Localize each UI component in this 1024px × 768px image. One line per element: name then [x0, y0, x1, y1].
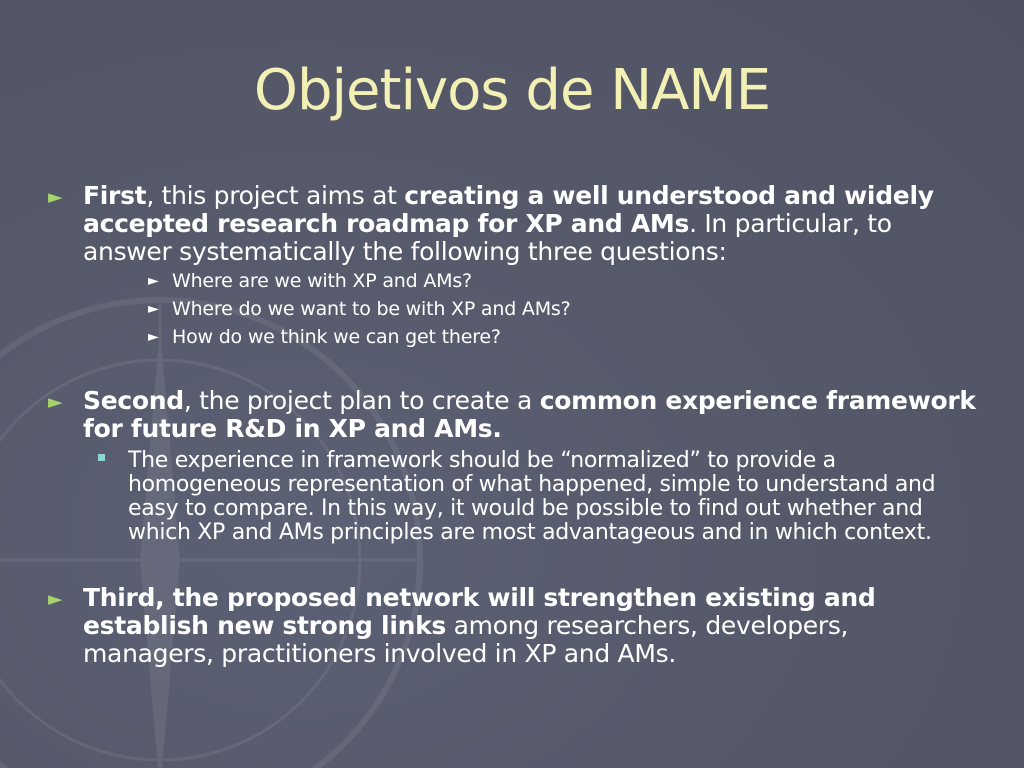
triangle-bullet-icon: ► — [48, 391, 63, 413]
triangle-bullet-icon: ► — [148, 329, 159, 345]
bullet-first — [48, 182, 978, 266]
square-bullet-icon — [98, 454, 105, 461]
bullet-third — [48, 584, 978, 668]
slide-title: Objetivos de NAME — [253, 58, 771, 123]
bullet-text: Second, the project plan to create a common experience framework for future R&D in XP and AMs. — [83, 386, 976, 443]
bullet-text: First, this project aims at creating a well understood and widely accepted research roadmap for XP and AMs. In particular, to answer systematically the following three questions: — [83, 181, 934, 266]
triangle-bullet-icon: ► — [48, 588, 63, 610]
triangle-bullet-icon: ► — [48, 186, 63, 208]
sub-item: ► Where do we want to be with XP and AMs? — [148, 295, 948, 323]
bullet-second — [48, 387, 978, 443]
triangle-bullet-icon: ► — [148, 273, 159, 289]
sub-item: ► How do we think we can get there? — [148, 323, 948, 351]
bullet-text: Third, the proposed network will strengthen existing and establish new strong links among researchers, developers, managers, practitioners involved in XP and AMs. — [83, 583, 876, 668]
triangle-bullet-icon: ► — [148, 301, 159, 317]
sub-item-square: The experience in framework should be “normalized” to provide a homogeneous representation of what happened, simple to understand and easy to compare. In this way, it would be possible to find out whether and which XP and AMs principles are most advantageous and in which context. — [98, 449, 978, 545]
sub-item: ► Where are we with XP and AMs? — [148, 267, 948, 295]
